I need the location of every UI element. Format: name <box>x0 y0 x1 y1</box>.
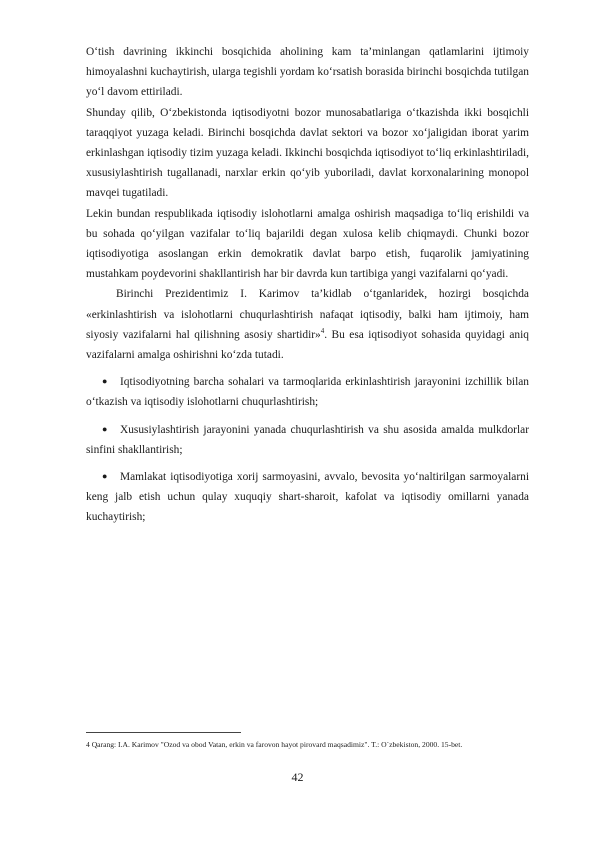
bullet-icon: ● <box>102 423 108 434</box>
bullet-text: Mamlakat iqtisodiyotiga xorij sarmoyasini, avvalo, bevosita yo‘naltirilgan sarmoyalarni keng jalb etish uchun qulay xuquqiy shart-sharoit, kafolat va iqtisodiy omillarni yanada kuchaytirish; <box>86 471 529 524</box>
bullet-icon: ● <box>102 376 108 387</box>
paragraph-3: Lekin bundan respublikada iqtisodiy islohotlarni amalga oshirish maqsadiga to‘liq erishildi va bu sohada qo‘yilgan vazifalar to‘liq bajarildi degan xulosa kelib chiqmaydi. Chunki bozor iqtisodiyotiga asoslangan erkin demokratik davlat barpo etish, fuqarolik jamiyatining mustahkam poydevorini shakllantirish har bir davrda kun tartibiga yangi vazifalarni qo‘yadi. <box>86 207 529 281</box>
bullet-item-3 <box>86 466 529 528</box>
paragraph-1: O‘tish davrining ikkinchi bosqichida aholining kam ta’minlangan qatlamlarini ijtimoiy himoyalashni kuchaytirish, ularga tegishli yordam ko‘rsatish borasida birinchi bosqichda tutilgan yo‘l davom ettiriladi. <box>86 46 529 99</box>
footnote: 4 Qarang: I.A. Karimov "Ozod va obod Vatan, erkin va farovon hayot pirovard maqsadimiz". T.: O`zbekiston, 2000. 15-bet. <box>86 740 463 749</box>
bullet-item-2 <box>86 419 529 460</box>
page-body <box>86 42 529 528</box>
bullet-icon: ● <box>102 471 108 482</box>
page-number: 42 <box>291 770 304 784</box>
paragraph-4-text: Birinchi Prezidentimiz I. Karimov ta’kidlab o‘tganlaridek, hozirgi bosqichda «erkinlashtirish va islohotlarni chuqurlashtirish nafaqat iqtisodiy, balki ham ijtimoiy, ham siyosiy vazifalarni hal qilishning asosiy shartidir» <box>86 288 529 341</box>
paragraph-4 <box>86 284 529 365</box>
bullet-text: Iqtisodiyotning barcha sohalari va tarmoqlarida erkinlashtirish jarayonini izchillik bilan o‘tkazish va iqtisodiy islohotlarni chuqurlashtirish; <box>86 376 529 409</box>
paragraph-4-tail: . Bu esa iqtisodiyot sohasida quyidagi aniq vazifalarni amalga oshirishni ko‘zda tutadi. <box>86 328 529 362</box>
footnote-ref[interactable]: 4 <box>320 327 325 336</box>
paragraph-2: Shunday qilib, O‘zbekistonda iqtisodiyotni bozor munosabatlariga o‘tkazishda ikki bosqichli taraqqiyot yuzaga keladi. Birinchi bosqichda davlat sektori va bozor xo‘jaligidan iborat yarim erkinlashgan iqtisodiy tizim yuzaga keladi. Ikkinchi bosqichda iqtisodiyot to‘liq erkinlashtiriladi, xususiylashtirish tugallanadi, narxlar erkin qo‘yib yuboriladi, davlat korxonalarining monopol mavqei tugatiladi. <box>86 106 529 200</box>
bullet-item-1 <box>86 371 529 412</box>
footnote-divider <box>86 732 241 733</box>
bullet-text: Xususiylashtirish jarayonini yanada chuqurlashtirish va shu asosida amalda mulkdorlar sinfini shakllantirish; <box>86 423 529 456</box>
